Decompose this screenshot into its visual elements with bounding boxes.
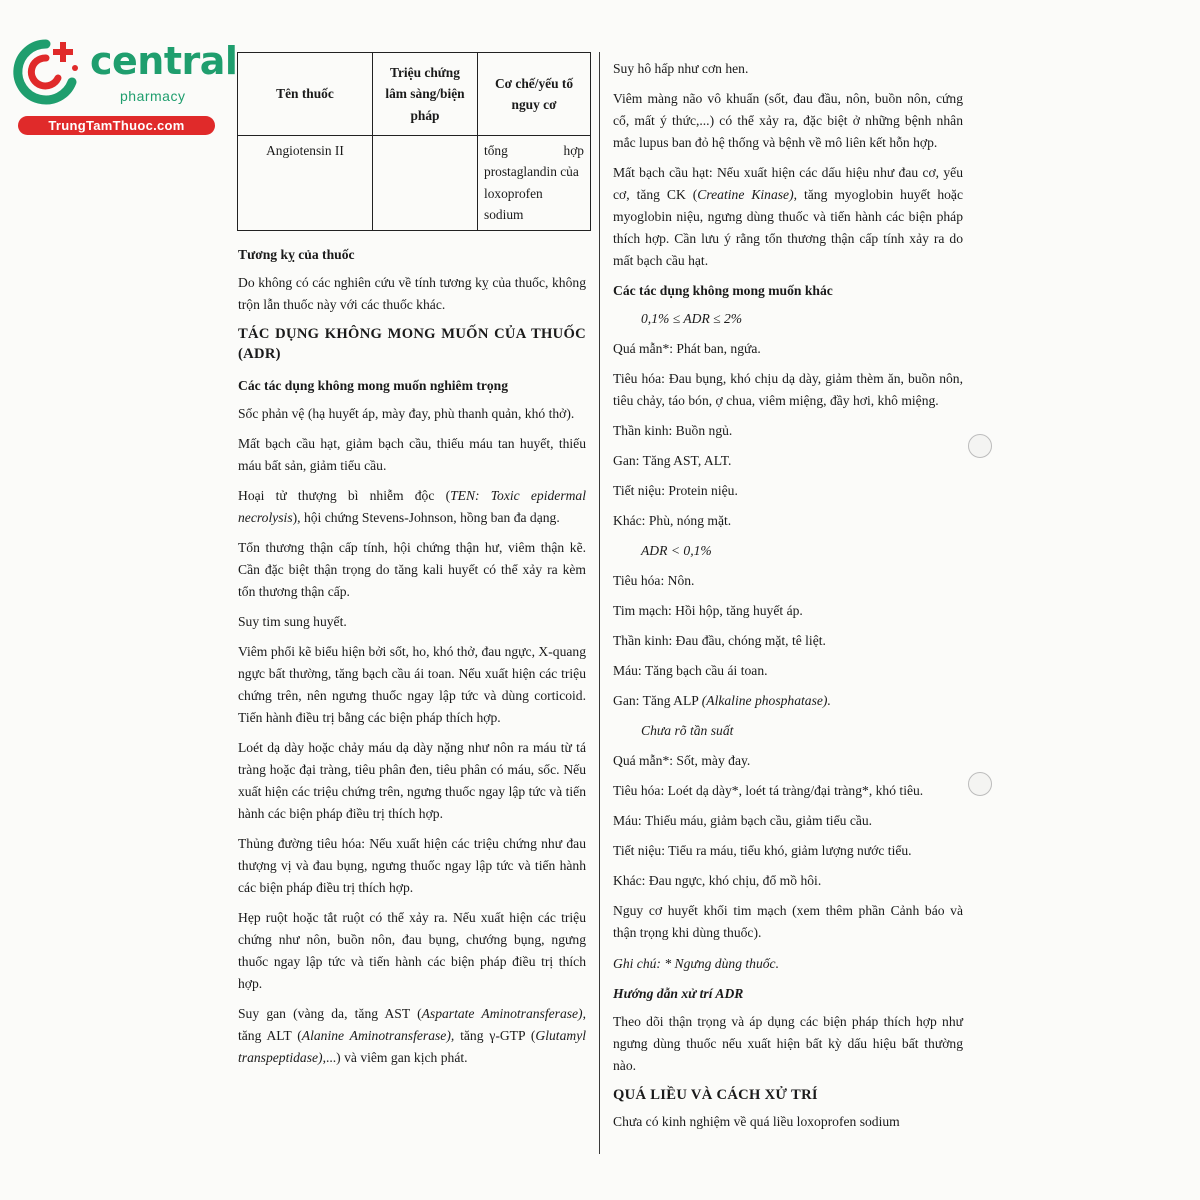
- table-header-drug: Tên thuốc: [238, 53, 373, 136]
- right-column: [613, 58, 963, 1141]
- text-run: Hoại tử thượng bì nhiễm độc (: [238, 487, 451, 503]
- binder-hole: [968, 434, 992, 458]
- text-run-italic: Aspartate Aminotransferase): [421, 1006, 583, 1022]
- compatibility-text: Do không có các nghiên cứu về tính tương kỵ của thuốc, không trộn lẫn thuốc này với các thuốc khác.: [238, 275, 586, 313]
- logo-url-badge[interactable]: TrungTamThuoc.com: [18, 116, 215, 135]
- paragraph: Máu: Tăng bạch cầu ái toan.: [613, 663, 768, 679]
- text-run: Gan: Tăng ALP: [613, 693, 702, 709]
- paragraph: Khác: Đau ngực, khó chịu, đổ mồ hôi.: [613, 873, 822, 889]
- paragraph: Tiêu hóa: Loét dạ dày*, loét tá tràng/đại tràng*, khó tiêu.: [613, 783, 924, 799]
- table-header-mechanism: Cơ chế/yếu tố nguy cơ: [478, 53, 591, 136]
- paragraph: [238, 1003, 586, 1069]
- text-run-italic: Creatine Kinase): [697, 187, 794, 203]
- central-pharmacy-logo[interactable]: [10, 36, 238, 136]
- text-run: , tăng myoglobin huyết hoặc myoglobin niệu, ngưng dùng thuốc và tiến hành các biện pháp thích hợp. Cần lưu ý rằng tổn thương thận cấp tính xảy ra do mất bạch cầu hạt.: [613, 187, 963, 269]
- paragraph: Loét dạ dày hoặc chảy máu dạ dày nặng như nôn ra máu từ tá tràng hoặc đại tràng, tiêu phân đen, tiêu phân có máu, sốc. Nếu xuất hiện các triệu chứng trên, ngưng thuốc ngay lập tức và tiến hành các biện pháp điều trị thích hợp.: [238, 740, 586, 822]
- paragraph: Viêm phổi kẽ biểu hiện bởi sốt, ho, khó thở, đau ngực, X-quang ngực bất thường, tăng bạch cầu ái toan. Nếu xuất hiện các triệu chứng trên, nên ngưng thuốc ngay lập tức và dùng corticoid. Tiến hành điều trị bằng các biện pháp thích hợp.: [238, 644, 586, 726]
- paragraph: Thần kinh: Đau đầu, chóng mặt, tê liệt.: [613, 633, 826, 649]
- paragraph: Máu: Thiếu máu, giảm bạch cầu, giảm tiểu cầu.: [613, 813, 873, 829]
- paragraph: Suy tim sung huyết.: [238, 614, 347, 630]
- paragraph: Suy hô hấp như cơn hen.: [613, 61, 749, 76]
- column-divider: [599, 52, 600, 1154]
- compatibility-heading: Tương kỵ của thuốc: [238, 247, 355, 262]
- paragraph: Gan: Tăng AST, ALT.: [613, 453, 732, 469]
- table-header-row: [238, 53, 591, 136]
- pharmacy-cross-icon: [10, 36, 82, 108]
- paragraph: [613, 690, 963, 712]
- adr-guide-heading: Hướng dẫn xử trí ADR: [613, 985, 744, 1001]
- paragraph: Tim mạch: Hồi hộp, tăng huyết áp.: [613, 603, 803, 619]
- text-run: Mất bạch cầu hạt: Nếu xuất hiện các dấu hiệu như đau cơ, yếu cơ, tăng CK (: [613, 165, 963, 203]
- table-cell-drug: Angiotensin II: [238, 136, 373, 231]
- paragraph: Theo dõi thận trọng và áp dụng các biện pháp thích hợp như ngưng dùng thuốc nếu xuất hiện bất kỳ dấu hiệu bất thường nào.: [613, 1013, 963, 1073]
- left-column: [238, 244, 586, 1077]
- drug-interaction-table: [237, 52, 591, 231]
- binder-hole: [968, 772, 992, 796]
- paragraph: Tiết niệu: Tiểu ra máu, tiểu khó, giảm lượng nước tiểu.: [613, 843, 912, 859]
- text-run: , tăng ALT (: [238, 1006, 586, 1044]
- logo-subtitle: pharmacy: [120, 88, 186, 104]
- text-run-italic: Glutamyl transpeptidase): [238, 1028, 586, 1066]
- paragraph: Chưa có kinh nghiệm về quá liều loxoprofen sodium: [613, 1114, 900, 1129]
- text-run: Suy gan (vàng da, tăng AST (: [238, 1006, 422, 1022]
- paragraph: Khác: Phù, nóng mặt.: [613, 513, 732, 529]
- paragraph: Quá mẫn*: Phát ban, ngứa.: [613, 341, 761, 357]
- paragraph: [238, 485, 586, 529]
- text-run-italic: TEN: Toxic epidermal necrolysis: [238, 487, 587, 525]
- paragraph: Thần kinh: Buồn ngủ.: [613, 423, 733, 439]
- paragraph: Hẹp ruột hoặc tắt ruột có thể xảy ra. Nếu xuất hiện các triệu chứng như nôn, buồn nôn, đau bụng, chướng bụng, ngưng thuốc ngay lập tức và tiến hành các biện pháp điều trị thích hợp.: [238, 910, 586, 992]
- overdose-heading: QUÁ LIỀU VÀ CÁCH XỬ TRÍ: [613, 1086, 818, 1103]
- paragraph: Mất bạch cầu hạt, giảm bạch cầu, thiếu máu tan huyết, thiếu máu bất sản, giảm tiểu cầu.: [238, 435, 586, 473]
- text-run-italic: (Alkaline phosphatase).: [701, 693, 831, 709]
- paragraph: Tiêu hóa: Nôn.: [613, 573, 695, 589]
- paragraph: Thủng đường tiêu hóa: Nếu xuất hiện các triệu chứng như đau thượng vị và đau bụng, ngưng thuốc ngay lập tức và tiến hành các biện pháp điều trị thích hợp.: [238, 836, 586, 896]
- mechanism-line: sodium: [484, 207, 524, 223]
- paragraph: [613, 162, 963, 272]
- other-adr-heading: Các tác dụng không mong muốn khác: [613, 283, 833, 299]
- paragraph: Nguy cơ huyết khối tim mạch (xem thêm phần Cảnh báo và thận trọng khi dùng thuốc).: [613, 903, 963, 941]
- adr-heading: TÁC DỤNG KHÔNG MONG MUỐN CỦA THUỐC (ADR): [238, 326, 586, 363]
- mechanism-line: tổng hợp: [484, 143, 584, 158]
- paragraph: Quá mẫn*: Sốt, mày đay.: [613, 753, 751, 769]
- table-header-symptom: Triệu chứng lâm sàng/biện pháp: [373, 53, 478, 136]
- text-run-italic: Alanine Aminotransferase),: [301, 1028, 455, 1044]
- mechanism-line: loxoprofen: [484, 185, 543, 201]
- text-run: ,...) và viêm gan kịch phát.: [322, 1050, 468, 1066]
- frequency-label: ADR < 0,1%: [641, 543, 712, 559]
- table-row: [238, 136, 591, 231]
- paragraph: Tổn thương thận cấp tính, hội chứng thận hư, viêm thận kẽ. Cần đặc biệt thận trọng do tăng kali huyết có thể xảy ra kèm tổn thương thận cấp.: [238, 539, 586, 600]
- paragraph: Sốc phản vệ (hạ huyết áp, mày đay, phù thanh quản, khó thở).: [238, 405, 575, 421]
- footnote: Ghi chú: * Ngưng dùng thuốc.: [613, 955, 779, 971]
- frequency-label: 0,1% ≤ ADR ≤ 2%: [641, 311, 743, 327]
- mechanism-line: prostaglandin của: [484, 164, 579, 180]
- text-run: tăng γ-GTP (: [454, 1028, 536, 1044]
- text-run: ), hội chứng Stevens-Johnson, hồng ban đa dạng.: [292, 509, 560, 525]
- paragraph: Tiêu hóa: Đau bụng, khó chịu dạ dày, giảm thèm ăn, buồn nôn, tiêu chảy, táo bón, ợ chua, viêm miệng, đầy hơi, khô miệng.: [613, 371, 963, 409]
- table-cell-symptom: [373, 136, 478, 231]
- serious-adr-heading: Các tác dụng không mong muốn nghiêm trọng: [238, 377, 509, 393]
- logo-name: central: [90, 39, 238, 83]
- table-cell-mechanism: [478, 136, 591, 231]
- paragraph: Viêm màng não vô khuẩn (sốt, đau đầu, nôn, buồn nôn, cứng cổ, mất ý thức,...) có thể xảy ra, đặc biệt ở những bệnh nhân mắc lupus ban đỏ hệ thống và bệnh về mô liên kết hỗn hợp.: [613, 91, 963, 151]
- frequency-label: Chưa rõ tần suất: [641, 723, 734, 739]
- paragraph: Tiết niệu: Protein niệu.: [613, 483, 738, 499]
